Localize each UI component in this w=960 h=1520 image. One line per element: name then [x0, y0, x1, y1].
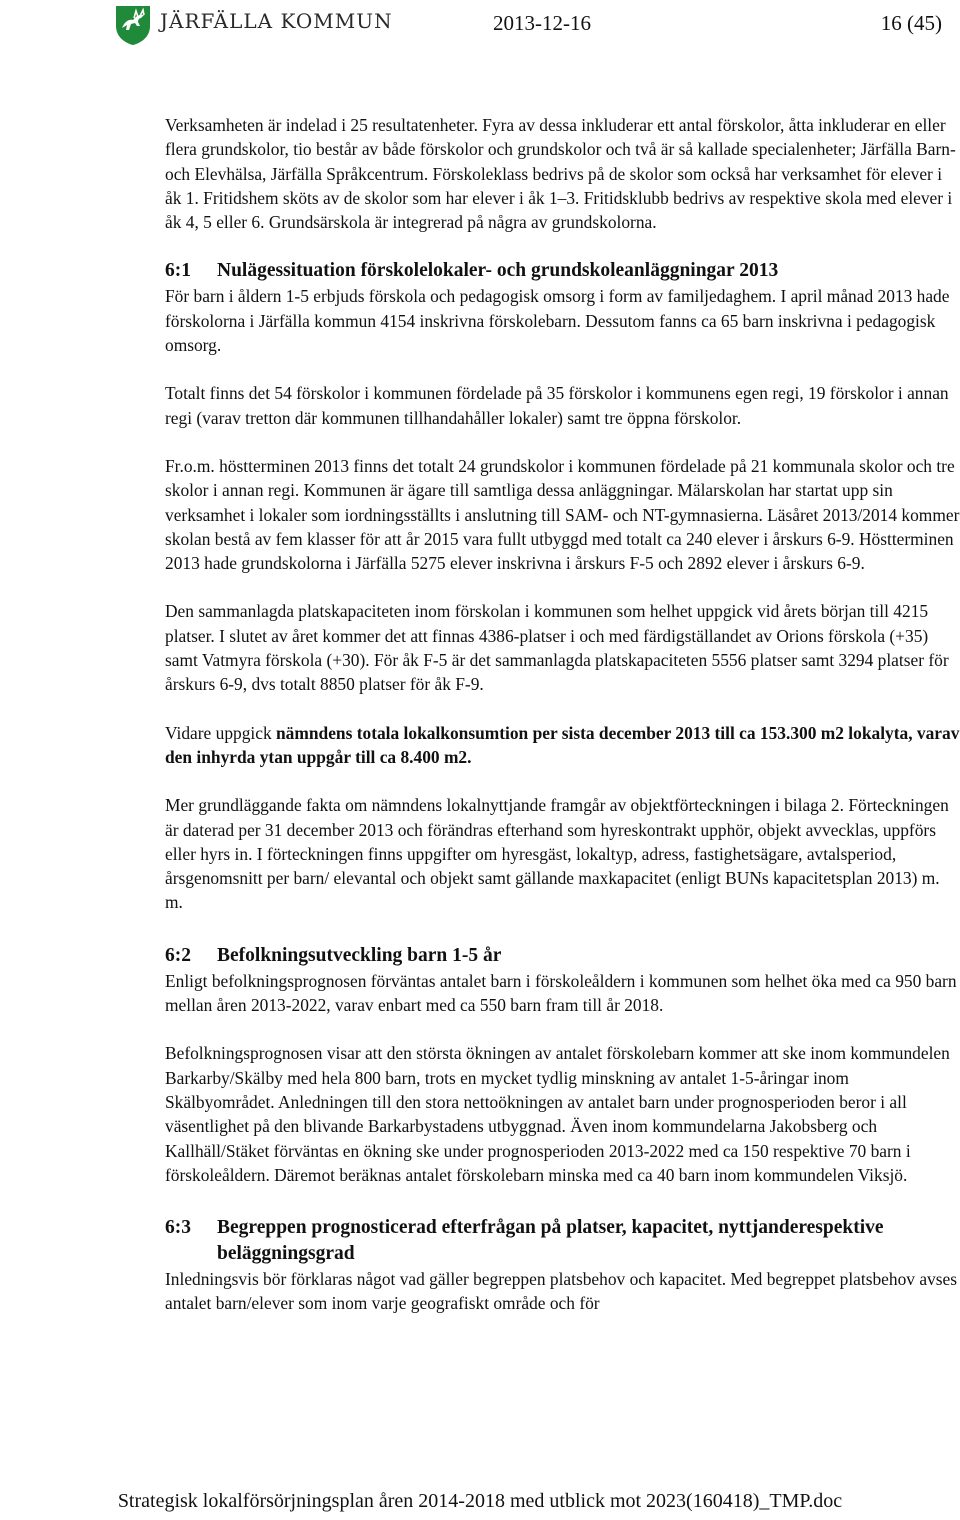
paragraph-primary-schools: Fr.o.m. höstterminen 2013 finns det totalt 24 grundskolor i kommunen fördelade på 21 kommunala skolor och tre skolor i annan regi. Kommunen är ägare till samtliga dessa anläggningar. Mälarskolan har startat upp sin verksamhet i lokaler som iordningsställts i anslutning till SAM- och NT-gymnasierna. Läsåret 2013/2014 kommer skolan bestå av fem klasser för att år 2015 vara fullt utbyggd med totalt ca 240 elever i årskurs 6-9. Höstterminen 2013 hade grundskolorna i Järfälla 5275 elever inskrivna i årskurs F-5 och 2892 elever i årskurs 6-9. [165, 455, 960, 574]
header-date: 2013-12-16 [493, 11, 591, 35]
section-title: Begreppen prognosticerad efterfrågan på platser, kapacitet, nyttjanderespektive beläggningsgrad [217, 1217, 884, 1265]
brand-name: JÄRFÄLLA KOMMUN [160, 9, 393, 33]
paragraph-preschool-total: Totalt finns det 54 förskolor i kommunen fördelade på 35 förskolor i kommunens egen regi, 19 förskolor i annan regi (varav tretton där kommunen tillhandahåller lokaler) samt tre öppna förskolor. [165, 383, 949, 428]
consumption-intro: Vidare uppgick [165, 722, 276, 743]
section-title: Befolkningsutveckling barn 1-5 år [217, 944, 502, 966]
jarfalla-logo-icon [114, 4, 152, 46]
paragraph-definitions: Inledningsvis bör förklaras något vad gäller begreppen platsbehov och kapacitet. Med begreppet platsbehov avses antalet barn/elever som inom varje geografiskt område och för [165, 1269, 957, 1314]
paragraph-forecast-details: Befolkningsprognosen visar att den största ökningen av antalet förskolebarn kommer att ske inom kommundelen Barkarby/Skälby med hela 800 barn, trots en mycket tydlig minskning av antalet 1-5-åringar inom Skälbyområdet. Anledningen till den stora nettoökningen av antalet barn under prognosperioden beror i all väsentlighet på den blivande Barkarbystadens utbyggnad. Även inom kommundelarna Jakobsberg och Kallhäll/Stäket förväntas en ökning ske under prognosperioden 2013-2022 med ca 150 respektive 70 barn i förskoleåldern. Däremot beräknas antalet förskolebarn minska med ca 40 barn inom kommundelen Viksjö. [165, 1043, 950, 1185]
section-heading-6-1 [165, 258, 960, 284]
paragraph-forecast: Enligt befolkningsprognosen förväntas antalet barn i förskoleåldern i kommunen som helhet öka med ca 950 barn mellan åren 2013-2022, varav enbart med ca 550 barn fram till år 2018. [165, 970, 957, 1016]
paragraph-consumption [165, 721, 960, 770]
paragraph-object-list: Mer grundläggande fakta om nämndens lokalnyttjande framgår av objektförteckningen i bilaga 2. Förteckningen är daterad per 31 december 2013 och förändras efterhand som hyreskontrakt upphör, objekt avvecklas, uppförs eller hyrs in. I förteckningen finns uppgifter om hyresgäst, lokaltyp, adress, fastighetsägare, avtalsperiod, årsgenomsnitt per barn/ elevantal och objekt samt gällande maxkapacitet (enligt BUNs kapacitetsplan 2013) m. m. [165, 795, 949, 913]
page-number: 16 (45) [880, 11, 942, 35]
section-number: 6:2 [165, 944, 191, 966]
paragraph-capacity: Den sammanlagda platskapaciteten inom förskolan i kommunen som helhet uppgick vid årets början till 4215 platser. I slutet av året kommer det att finnas 4386-platser i och med färdigställandet av Orions förskola (+35) samt Vatmyra förskola (+30). För åk F-5 är det sammanlagda platskapaciteten 5556 platser samt 3294 platser för årskurs 6-9, dvs totalt 8850 platser för åk F-9. [165, 601, 949, 695]
section-number: 6:3 [165, 1217, 191, 1239]
page-header [0, 0, 960, 60]
section-heading-6-2 [165, 943, 960, 969]
page-footer: Strategisk lokalförsörjningsplan åren 2014-2018 med utblick mot 2023(160418)_TMP.doc [117, 1490, 843, 1512]
document-body [165, 113, 960, 1340]
section-number: 6:1 [165, 260, 191, 282]
paragraph-intro: Verksamheten är indelad i 25 resultatenheter. Fyra av dessa inkluderar ett antal förskolor, åtta inkluderar en eller flera grundskolor, tio består av både förskolor och grundskolor och två är så kallade specialenheter; Järfälla Barn- och Elevhälsa, Järfälla Språkcentrum. Förskoleklass bedrivs på de skolor som också har verksamhet för elever i åk 1. Fritidshem sköts av de skolor som har elever i åk 1–3. Fritidsklubb bedrivs av respektive skola med elever i åk 4, 5 eller 6. Grundsärskola är integrerad på några av grundskolorna. [165, 115, 956, 233]
consumption-highlight: nämndens totala lokalkonsumtion per sista december 2013 till ca 153.300 m2 lokalyta, varav den inhyrda ytan uppgår till ca 8.400 m2. [165, 722, 960, 767]
section-title: Nulägessituation förskolelokaler- och grundskoleanläggningar 2013 [217, 260, 779, 282]
paragraph-preschool-count: För barn i åldern 1-5 erbjuds förskola och pedagogisk omsorg i form av familjedaghem. I april månad 2013 hade förskolorna i Järfälla kommun 4154 inskrivna förskolebarn. Dessutom fanns ca 65 barn inskrivna i pedagogisk omsorg. [165, 286, 950, 356]
section-heading-6-3 [165, 1215, 960, 1267]
